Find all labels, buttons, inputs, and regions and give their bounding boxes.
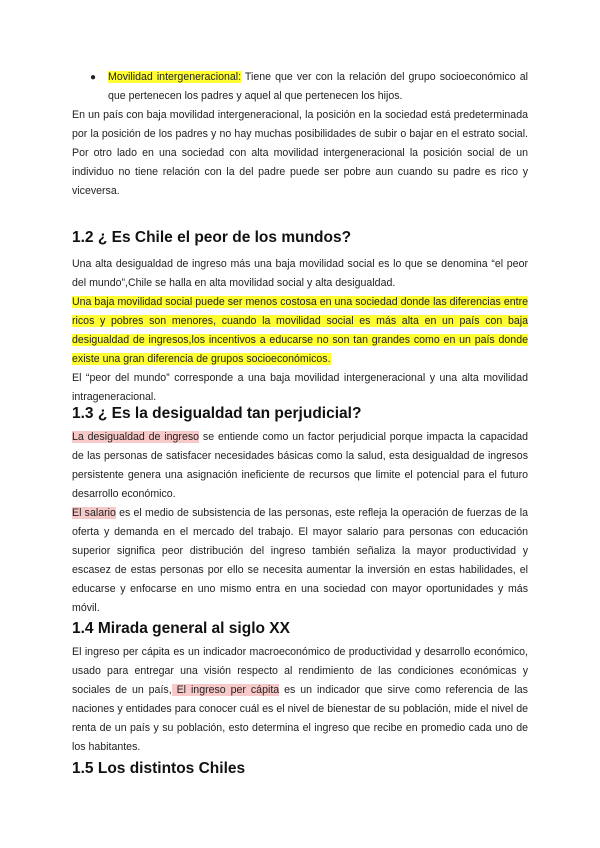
bullet-text: Movilidad intergeneracional: Tiene que ver con la relación del grupo socioeconómico al que pertenecen los padres y aquel al que pertenecen los hijos. [108, 71, 528, 102]
section-1-2-paragraph-2 [72, 293, 528, 369]
highlighted-term: La desigualdad de ingreso [72, 431, 200, 443]
section-1-3-paragraph-2: El salario es el medio de subsistencia de las personas, este refleja la operación de fuerzas de la oferta y demanda en el mercado del trabajo. El mayor salario para personas con educación superior significa peor distribución del ingreso también señaliza la mayor productividad y escasez de estas personas por ello se necesita aumentar la inversión en estas habilidades, el educarse y enfocarse en uno mismo entra en una sociedad con mayor oportunidades y más móvil. [72, 507, 528, 614]
bullet-item [90, 68, 528, 106]
section-1-5 [72, 759, 528, 779]
section-heading-1-2: 1.2 ¿ Es Chile el peor de los mundos? [72, 229, 352, 246]
intro-paragraph: En un país con baja movilidad intergeneracional, la posición en la sociedad está predeterminada por la posición de los padres y no hay muchas posibilidades de subir o bajar en el estrato social. Por otro lado en una sociedad con alta movilidad intergeneracional la posición social de un individuo no tiene relación con la del padre puede ser pobre aun cuando su padre es rico y viceversa. [72, 109, 528, 197]
highlighted-term: Movilidad intergeneracional: [108, 71, 242, 83]
section-1-4-paragraph-1: El ingreso per cápita es un indicador macroeconómico de productividad y desarrollo económico, usado para entregar una visión respecto al rendimiento de las condiciones económicas y sociales de un país, El ingreso per cápita es un indicador que sirve como referencia de las naciones y entidades para conocer cuál es el nivel de bienestar de su población, mide el nivel de renta de un país y su población, esto determina el ingreso que recibe en promedio cada uno de los habitantes. [72, 646, 528, 753]
highlighted-term: El salario [72, 507, 116, 519]
section-1-2-paragraph-1: Una alta desigualdad de ingreso más una baja movilidad social es lo que se denomina “el peor del mundo”,Chile se halla en alta movilidad social y alta desigualdad. [72, 258, 528, 289]
section-heading-1-4: 1.4 Mirada general al siglo XX [72, 620, 290, 637]
section-1-3-paragraph-1: La desigualdad de ingreso se entiende como un factor perjudicial porque impacta la capacidad de las personas de satisfacer necesidades básicas como la salud, esta desigualdad de ingresos persistente genera una asignación ineficiente de recursos que limite el potencial para el futuro desarrollo económico. [72, 431, 529, 500]
section-heading-1-5: 1.5 Los distintos Chiles [72, 760, 246, 777]
intro-paragraph-block [72, 106, 528, 201]
bullet-dot-icon: ● [90, 72, 97, 83]
section-1-2 [72, 228, 528, 407]
section-1-2-paragraph-3: El “peor del mundo” corresponde a una baja movilidad intergeneracional y una alta movilidad intrageneracional. [72, 372, 528, 403]
highlighted-term: El ingreso per cápita [171, 684, 280, 696]
highlighted-paragraph: Una baja movilidad social puede ser menos costosa en una sociedad donde las diferencias entre ricos y pobres son menores, cuando la movilidad social es más alta en un país con baja desigualdad de ingresos,los incentivos a educarse no son tan grandes como en un país donde existe una gran diferencia de grupos socioeconómicos. [72, 296, 528, 365]
section-1-3 [72, 404, 528, 618]
section-heading-1-3: 1.3 ¿ Es la desigualdad tan perjudicial? [72, 405, 362, 422]
section-1-4 [72, 619, 528, 757]
